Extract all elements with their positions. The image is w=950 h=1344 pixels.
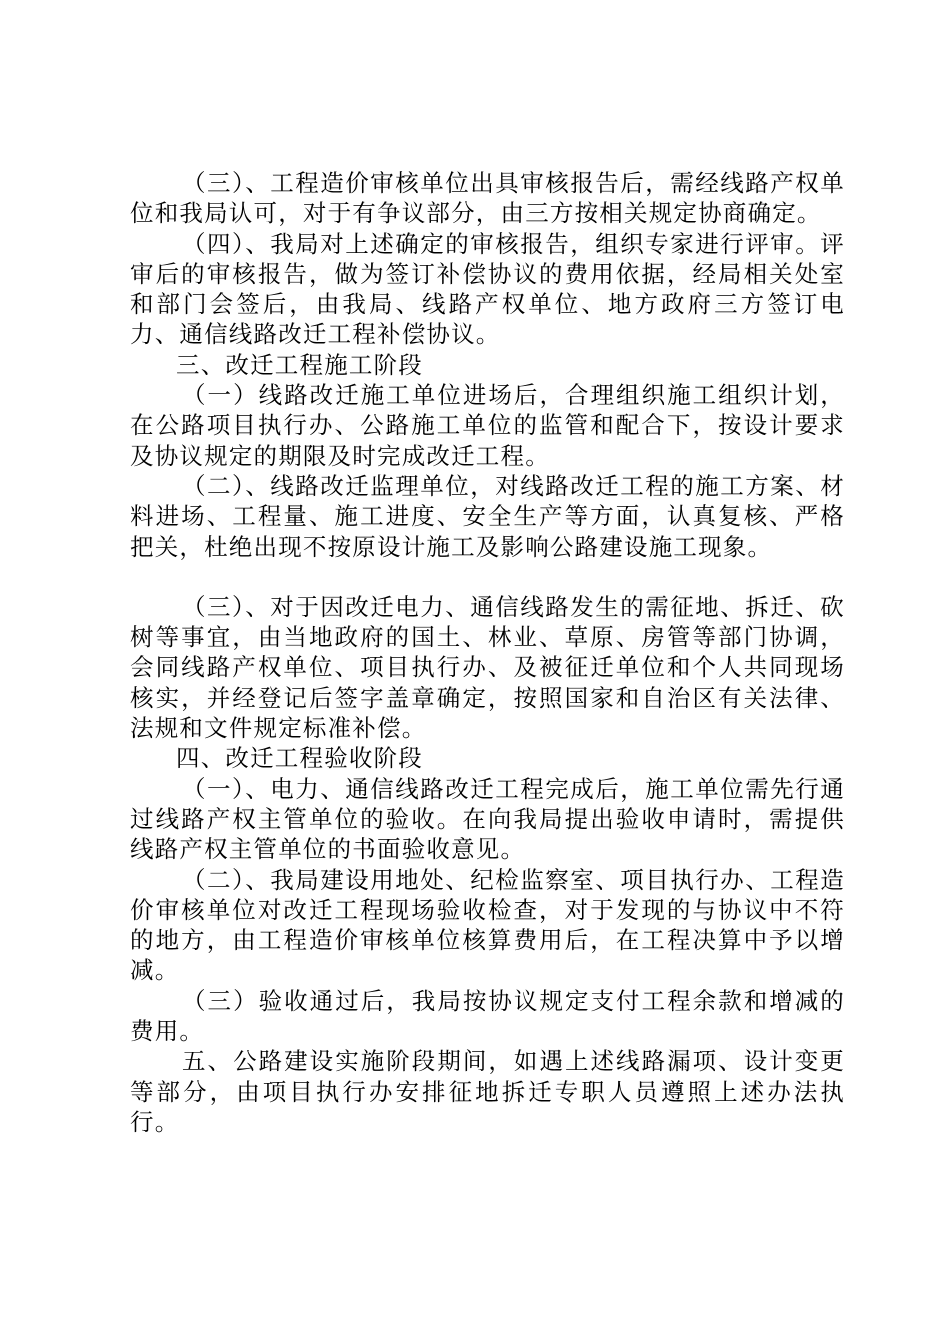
section-heading-construction: 三、改迁工程施工阶段 bbox=[176, 350, 423, 379]
paragraph-land-compensation: （三）、对于因改迁电力、通信线路发生的需征地、拆迁、砍树等事宜，由当地政府的国土、林业、草原、房管等部门协调，会同线路产权单位、项目执行办、及被征迁单位和个人共同现场核实，并经登记后签字盖章确定，按照国家和自治区有关法律、法规和文件规定标准补偿。 bbox=[130, 592, 845, 743]
paragraph-payment: （三）验收通过后，我局按协议规定支付工程余款和增减的费用。 bbox=[130, 986, 845, 1046]
paragraph-expert-review: （四）、我局对上述确定的审核报告，组织专家进行评审。评审后的审核报告，做为签订补偿协议的费用依据，经局相关处室和部门会签后，由我局、线路产权单位、地方政府三方签订电力、通信线路改迁工程补偿协议。 bbox=[130, 229, 845, 349]
paragraph-acceptance-first: （一）、电力、通信线路改迁工程完成后，施工单位需先行通过线路产权主管单位的验收。在向我局提出验收申请时，需提供线路产权主管单位的书面验收意见。 bbox=[130, 774, 845, 864]
paragraph-review-approval: （三）、工程造价审核单位出具审核报告后，需经线路产权单位和我局认可，对于有争议部分，由三方按相关规定协商确定。 bbox=[130, 169, 845, 228]
paragraph-construction-entry: （一）线路改迁施工单位进场后，合理组织施工组织计划，在公路项目执行办、公路施工单位的监管和配合下，按设计要求及协议规定的期限及时完成改迁工程。 bbox=[130, 381, 845, 470]
paragraph-implementation-period: 五、公路建设实施阶段期间，如遇上述线路漏项、设计变更等部分，由项目执行办安排征地拆迁专职人员遵照上述办法执行。 bbox=[130, 1047, 845, 1136]
paragraph-acceptance-inspection: （二）、我局建设用地处、纪检监察室、项目执行办、工程造价审核单位对改迁工程现场验收检查，对于发现的与协议中不符的地方，由工程造价审核单位核算费用后，在工程决算中予以增减。 bbox=[130, 865, 845, 985]
section-heading-acceptance: 四、改迁工程验收阶段 bbox=[176, 744, 423, 773]
paragraph-supervision: （二）、线路改迁监理单位，对线路改迁工程的施工方案、材料进场、工程量、施工进度、安全生产等方面，认真复核、严格把关，杜绝出现不按原设计施工及影响公路建设施工现象。 bbox=[130, 471, 845, 561]
document-body bbox=[130, 168, 845, 1137]
